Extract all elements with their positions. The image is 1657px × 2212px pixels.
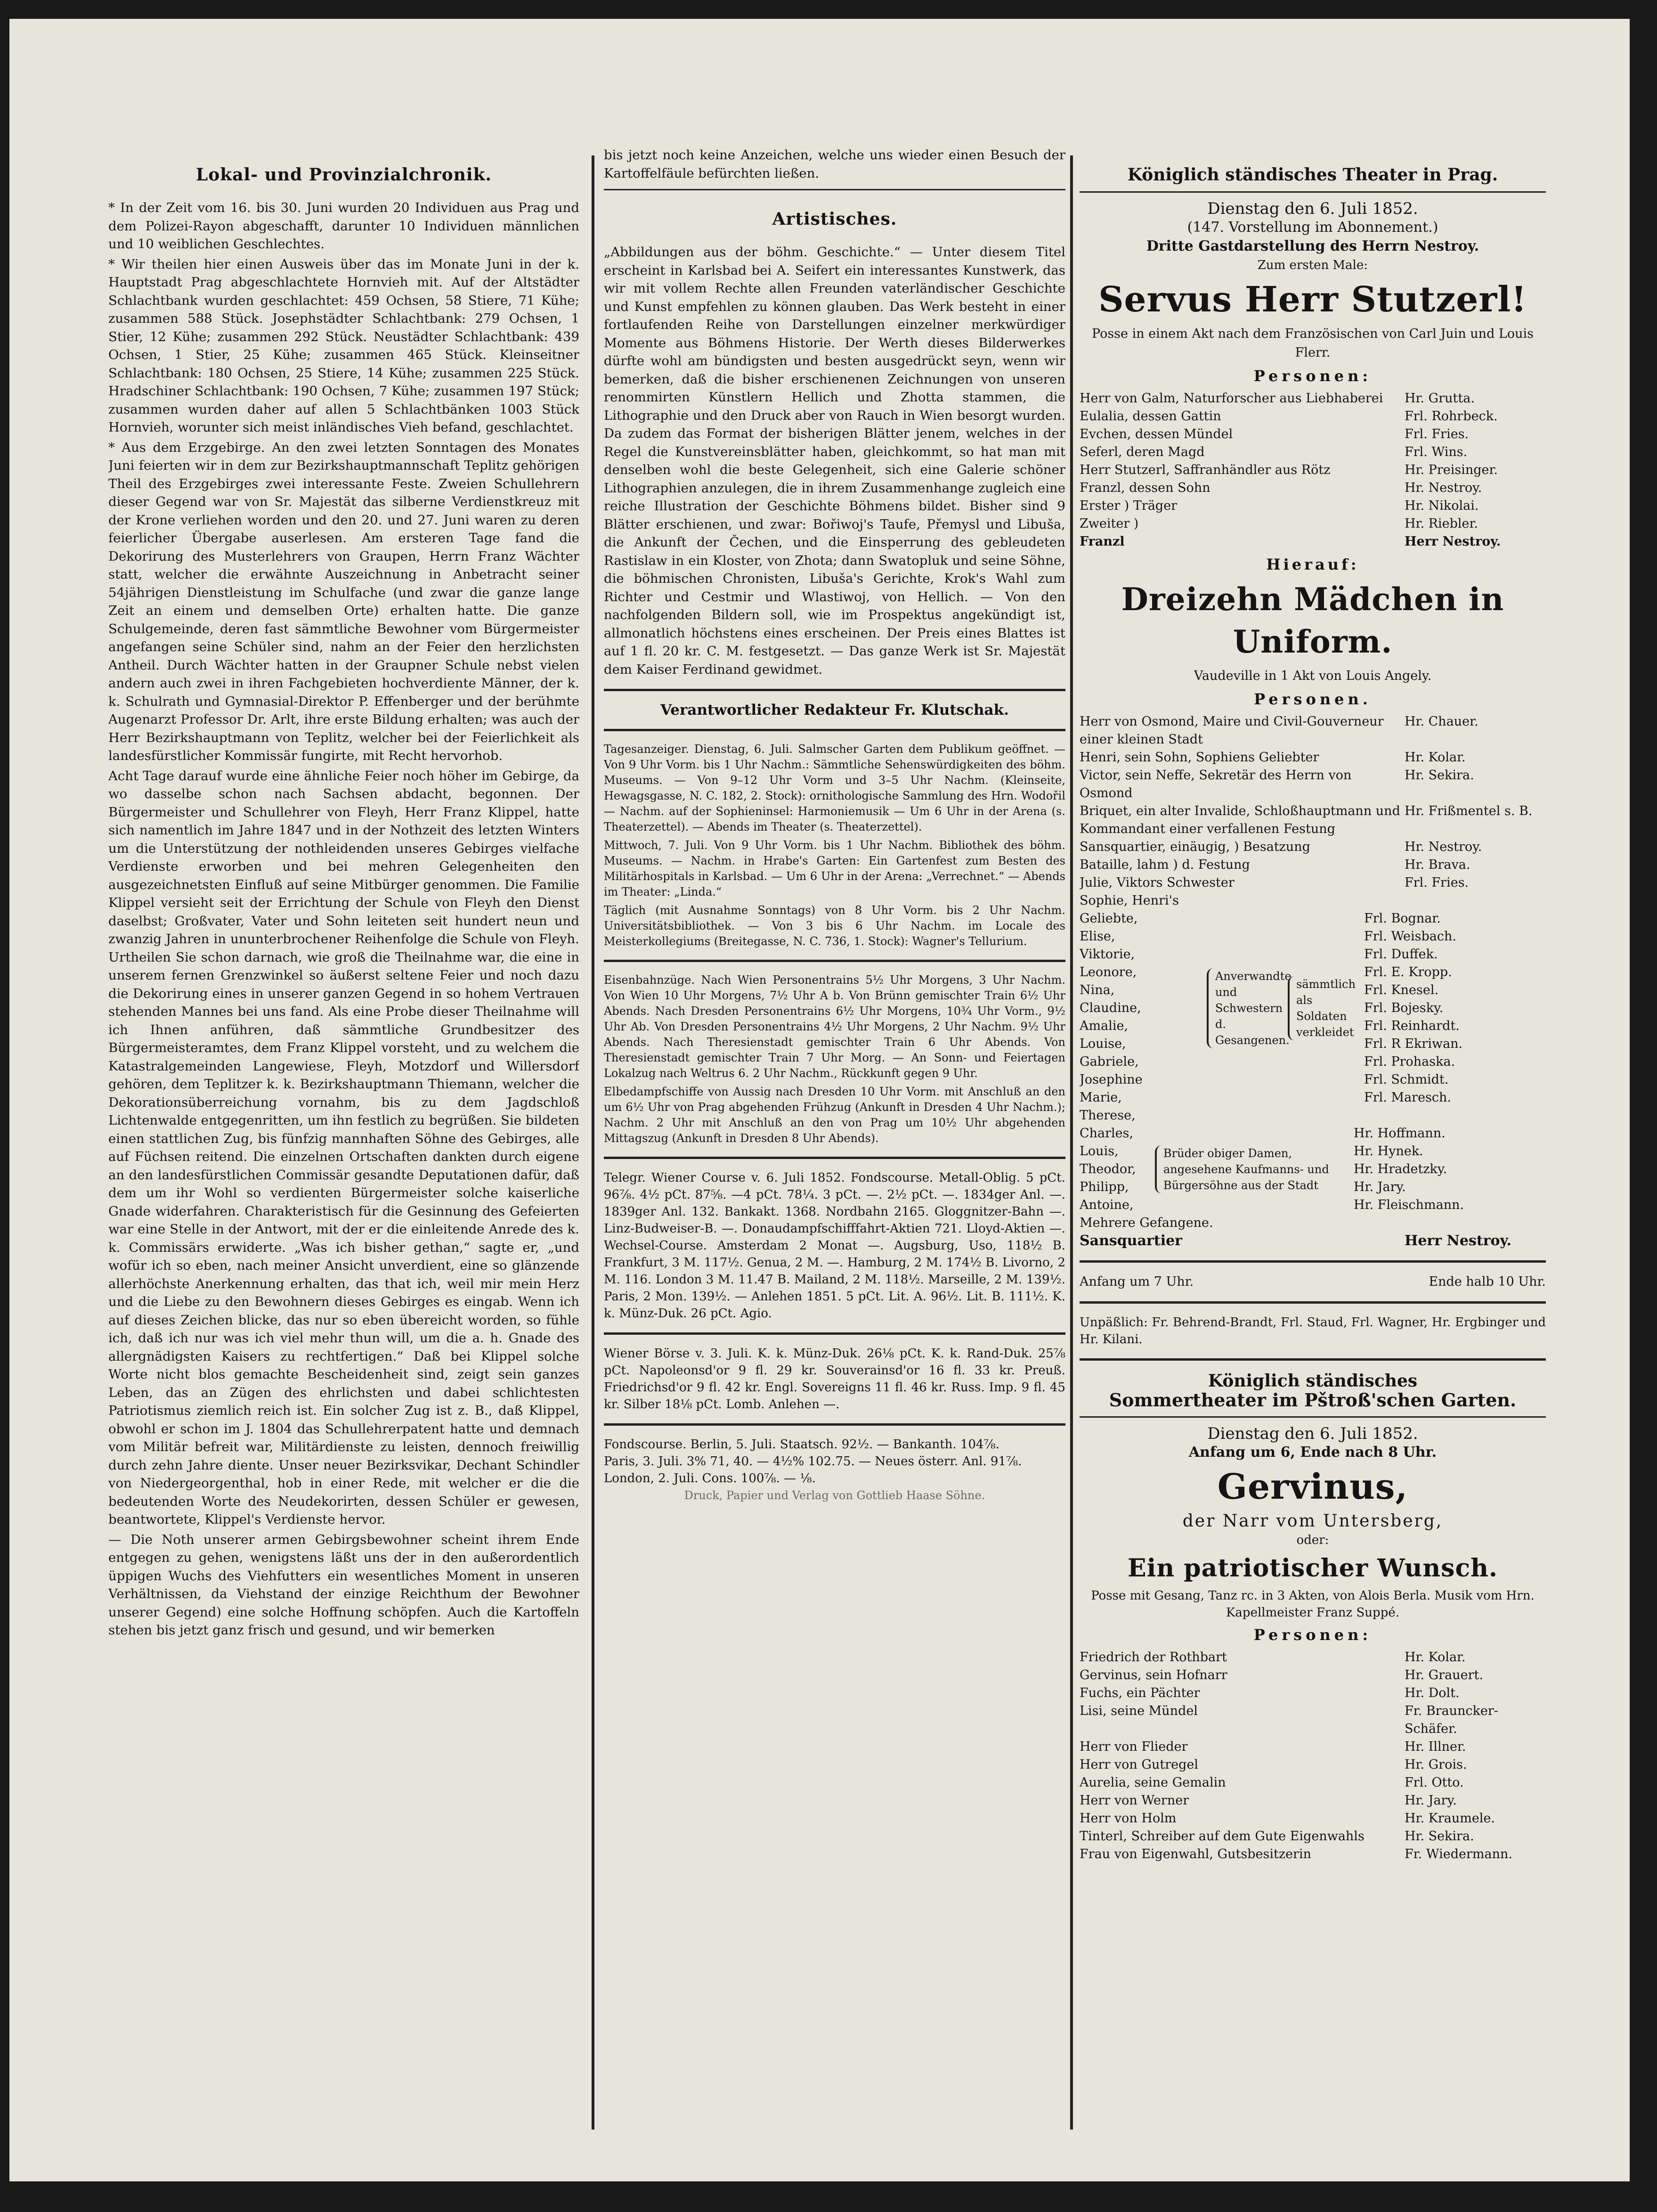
cast-row: Fuchs, ein Pächter Hr. Dolt.: [1080, 1686, 1460, 1700]
cast-row: Herr von Osmond, Maire und Civil-Gouverneur einer kleinen Stadt Hr. Chauer.: [1080, 714, 1478, 747]
column-middle: [604, 146, 1065, 1502]
abonnement-note: (147. Vorstellung im Abonnement.): [1187, 219, 1438, 236]
tagesanzeiger-entry: Mittwoch, 7. Juli. Von 9 Uhr Vorm. bis 1 Uhr Nachm. Bibliothek des böhm. Museums. — Nachm. in Hrabe's Garten: Ein Gartenfest zum Besten des Militärhospitals in Karlsbad. — Um 6 Uhr in der Arena: „Verrechnet.“ — Abends im Theater: „Linda.“: [604, 839, 1065, 898]
cast-row: Frau von Eigenwahl, Gutsbesitzerin Fr. Wiedermann.: [1080, 1847, 1512, 1861]
play-title: Servus Herr Stutzerl!: [1098, 279, 1527, 320]
eisenbahn-entry: Elbedampfschiffe von Aussig nach Dresden 10 Uhr Vorm. mit Anschluß an den um 6½ Uhr von Prag abgehenden Frühzug (Ankunft in Dresden 4 Uhr Nachm.); Nachm. 2 Uhr mit Anschluß an den von Prag um 10½ Uhr abgehenden Mittagszug (Ankunft in Dresden 8 Uhr Abends).: [604, 1085, 1065, 1145]
girls-brace: Anverwandte und Schwestern d. Gesangenen.: [1207, 968, 1288, 1048]
redakteur-line: Verantwortlicher Redakteur Fr. Klutschak.: [660, 702, 1009, 718]
play-subtitle: Vaudeville in 1 Akt von Louis Angely.: [1194, 669, 1432, 683]
theater-subtitle: Sommertheater im Pštroß'schen Garten.: [1109, 1389, 1517, 1411]
cast-row: Eulalia, dessen Gattin Frl. Rohrbeck.: [1080, 409, 1498, 424]
newspaper-page: [9, 19, 1630, 2181]
cast-row: Victor, sein Neffe, Sekretär des Herrn von Osmond Hr. Sekira.: [1080, 768, 1474, 800]
continuation-text: bis jetzt noch keine Anzeichen, welche uns wieder einen Besuch der Kartoffelfäule befürchten ließen.: [604, 147, 1065, 181]
divider: [604, 689, 1065, 691]
play-subtitle: der Narr vom Untersberg,: [1182, 1511, 1443, 1531]
cast-row: Friedrich der Rothbart Hr. Kolar.: [1080, 1650, 1466, 1665]
chronik-paragraph: * Wir theilen hier einen Ausweis über das im Monate Juni in der k. Hauptstadt Prag abgeschlachtete Hornvieh mit. Auf der Altstädter Schlachtbank wurden geschlachtet: 459 Ochsen, 58 Stiere, 71 Kühe; zusammen 588 Stück. Josephstädter Schlachtbank: 279 Ochsen, 1 Stier, 12 Kühe; zusammen 292 Stück. Neustädter Schlachtbank: 439 Ochsen, 1 Stier, 25 Kühe; zusammen 465 Stück. Kleinseitner Schlachtbank: 180 Ochsen, 25 Stiere, 14 Kühe; zusammen 225 Stück. Hradschiner Schlachtbank: 190 Ochsen, 7 Kühe; zusammen 197 Stück; zusammen wurden daher auf allen 5 Schlachtbänken 1003 Stück Hornvieh, worunter sich meist inländisches Vieh befand, geschlachtet.: [108, 256, 579, 435]
cast-list: [1080, 1649, 1546, 1863]
cast-row: Herr von Flieder Hr. Illner.: [1080, 1739, 1466, 1754]
cast-row: Tinterl, Schreiber auf dem Gute Eigenwahls Hr. Sekira.: [1080, 1829, 1474, 1844]
cast-row: Sansquartier Herr Nestroy.: [1080, 1233, 1511, 1249]
boys-group: [1080, 1125, 1546, 1214]
artistisches-paragraph: „Abbildungen aus der böhm. Geschichte.“ — Unter diesem Titel erscheint in Karlsbad bei A. Seifert ein interessantes Kunstwerk, das wir mit vollem Rechte allen Freunden vaterländischer Geschichte und Kunst empfehlen zu können glauben. Das Werk besteht in einer fortlaufenden Reihe von Darstellungen einzelner merkwürdiger Momente aus Böhmens Historie. Der Werth dieses Bilderwerkes dürfte wohl am bündigsten und besten ausgedrückt seyn, wenn wir bemerken, daß die bisher erschienenen Zeichnungen von unseren renommirten Künstlern Hellich und Zhotta stammen, die Lithographie und den Druck aber von Rauch in Wien besorgt wurden. Da zudem das Format der bisherigen Blätter jenem, welches in der Regel die Kunstvereinsblätter haben, gleichkommt, so hat man mit denselben wohl die beste Gelegenheit, sich eine Galerie schöner Lithographien anzulegen, die in ihrem Zusammenhange zugleich eine reiche Illustration der Geschichte Böhmens bildet. Bisher sind 9 Blätter erschienen, und zwar: Bořiwoj's Taufe, Přemysl und Libuša, die Ankunft der Čechen, und die Einsperrung des gebleudeten Rastislaw in ein Kloster, von Zhota; dann Swatopluk und seine Söhne, die böhmischen Chronisten, Libuša's Gerichte, Krok's Wahl zum Richter und Cestmir und Wlastiwoj, von Hellich. — Von den nachfolgenden Bildern soll, wie im Prospektus angekündigt ist, allmonatlich höchstens eines erscheinen. Der Preis eines Blattes ist auf 1 fl. 20 kr. C. M. festgesetzt. — Das ganze Werk ist Sr. Majestät dem Kaiser Ferdinand gewidmet.: [604, 245, 1065, 677]
chronik-paragraph: Acht Tage darauf wurde eine ähnliche Feier noch höher im Gebirge, da wo dasselbe schon nach Sachsen abdacht, begonnen. Der Bürgermeister und Schullehrer von Fleyh, Herr Franz Klippel, hatte sich namentlich im Jahre 1847 und in der Nothzeit des letzten Winters um die Unterstützung der nothleidenden unseres Gebirges vielfache Verdienste erworben und bei mehren Gelegenheiten den ausgezeichnetsten Einfluß auf seine Mitbürger genommen. Die Familie Klippel versieht seit der Errichtung der Schule von Fleyh den Dienst daselbst; Großvater, Vater und Sohn leiteten seit hundert neun und zwanzig Jahren in ununterbrochener Reihenfolge die Schule von Fleyh. Urtheilen Sie schon darnach, wie groß die Theilnahme war, die eine in unserem fernen Grenzwinkel so äußerst seltene Feier und noch dazu die Dekorirung eines in unserer ganzen Gegend in so hohem Vertrauen stehenden Mannes bei uns fand. Als eine Probe dieser Theilnahme will ich Ihnen anführen, daß sämmtliche Grundbesitzer des Bürgermeisteramtes, dem Franz Klippel vorsteht, und zu welchem die Katastralgemeinden Langewiese, Fleyh, Motzdorf und Willersdorf gehören, dem Teplitzer k. k. Bezirkshauptmann Thiemann, welcher die Dekorationsüberreichung vornahm, bis zu dem Jagdschloß Lichtenwalde entgegenritten, um ihn festlich zu begrüßen. Sie bildeten einen stattlichen Zug, bis fünfzig mannhaften Söhne des Gebirges, alle auf Füchsen reitend. Die einzelnen Ortschaften dankten durch eigene an den landesfürstlichen Commissär gesandte Deputationen dafür, daß dem um ihr Wohl so verdienten Bürgermeister solche kaiserliche Gnade widerfahren. Charakteristisch für die Gesinnung des Gefeierten war eine Stelle in der Antwort, mit der er die einleitende Anrede des k. k. Commissärs erwiderte. „Was ich bisher gethan,“ sagte er, „und wofür ich so eben, nach meiner Ansicht unverdient, eine so glänzende allerhöchste Anerkennung erhalten, das that ich, weil mir mein Herz und die Liebe zu den Bewohnern dieses Gebirges es eingab. Wenn ich auf dieses Zeichen blicke, das nur so eben übereicht worden, so fühle ich, daß ich nur was ich viel mehr thun will, um die a. h. Gnade des allergnädigsten Kaisers zu rechtfertigen.“ Daß bei Klippel solche Worte nicht blos gemachte Bescheidenheit sind, zeigt sein ganzes Leben, das an Zügen des ehrlichsten und dabei schlichtesten Patriotismus ziemlich reich ist. Ein solcher Zug ist z. B., daß Klippel, obwohl er schon im J. 1804 das Schullehrerpatent hatte und demnach vom Militär befreit war, Militärdienste zu leisten, dennoch freiwillig durch zehn Jahre diente. Unser neuer Bezirksvikar, Dechant Schindler von Niedergeorgenthal, hob in einer Rede, mit welcher er die die bedeutenden Worte des Neudekorirten, dessen Schüler er gewesen, beantwortete, Klippel's Verdienste hervor.: [108, 768, 579, 1527]
cast-row: Zweiter ) Hr. Riebler.: [1080, 516, 1478, 531]
cast-row: Erster ) Träger Hr. Nikolai.: [1080, 498, 1479, 513]
divider: [604, 1423, 1065, 1426]
divider: [1080, 191, 1546, 193]
play-title: Ein patriotischer Wunsch.: [1127, 1554, 1498, 1583]
guest-note: Dritte Gastdarstellung des Herrn Nestroy.: [1146, 238, 1479, 254]
wiener-boerse: Wiener Börse v. 3. Juli. K. k. Münz-Duk. 26⅛ pCt. K. k. Rand-Duk. 25⅞ pCt. Napoleonsd'or 9 fl. 29 kr. Souverainsd'or 16 fl. 33 kr. Preuß. Friedrichsd'or 9 fl. 42 kr. Engl. Sovereigns 11 fl. 46 kr. Russ. Imp. 9 fl. 45 kr. Silber 18⅛ pCt. Lomb. Anlehen —.: [604, 1347, 1065, 1412]
artistisches-heading: Artistisches.: [772, 209, 897, 229]
chronik-paragraph: * Aus dem Erzgebirge. An den zwei letzten Sonntagen des Monates Juni feierten wir in dem zur Bezirkshauptmannschaft Teplitz gehörigen Theil des Erzgebirges zwei interessante Feste. Zweien Schullehrern dieser Gegend war von Sr. Majestät das silberne Verdienstkreuz mit der Krone verliehen worden und den 20. und 27. Juni waren zu deren feierlicher Übergabe auserlesen. Am ersteren Tage fand die Dekorirung des Musterlehrers von Graupen, Herrn Franz Wächter statt, welcher die erwähnte Auszeichnung in Anbetracht seiner 54jährigen Dienstleistung im Schulfache (und zwar die ganze lange Zeit an einem und demselben Orte) erhalten hatte. Die ganze Schulgemeinde, deren fast sämmtliche Bewohner vom Bürgermeister angefangen seine Schüler sind, nahm an der Feier den herzlichsten Antheil. Durch Wächter hatten in der Graupner Schule nebst vielen andern auch zwei in ihren Fachgebieten hochverdiente Männer, der k. k. Schulrath und Gymnasial-Direktor P. Effenberger und der berühmte Augenarzt Professor Dr. Arlt, ihre erste Bildung erhalten; was auch der Herr Bezirkshauptmann von Teplitz, welcher bei der Feierlichkeit als landesfürstlicher Kommissär fungirte, mit Recht hervorhob.: [108, 440, 579, 763]
theater-title: Königlich ständisches Theater in Prag.: [1127, 165, 1498, 185]
girls-names: Sophie, Henri's Geliebte, Elise, Viktorie, Leonore, Nina, Claudine, Amalie, Louise, Gabriele, Josephine Marie, Therese,: [1080, 893, 1179, 1123]
cast-row: Evchen, dessen Mündel Frl. Fries.: [1080, 427, 1469, 441]
cast-row: Herr Stutzerl, Saffranhändler aus Rötz Hr. Preisinger.: [1080, 463, 1498, 477]
tagesanzeiger-entry: Täglich (mit Ausnahme Sonntags) von 8 Uhr Vorm. bis 2 Uhr Nachm. Universitätsbibliothek. — Von 3 bis 6 Uhr Nachm. im Locale des Meisterkollegiums (Breitegasse, N. C. 736, 1. Stock): Wagner's Tellurium.: [604, 904, 1065, 948]
chronik-paragraph: * In der Zeit vom 16. bis 30. Juni wurden 20 Individuen aus Prag und dem Polizei-Rayon abgeschafft, darunter 10 Individuen männlichen und 10 weiblichen Geschlechtes.: [108, 200, 579, 252]
divider: [604, 1157, 1065, 1159]
chronik-paragraph: — Die Noth unserer armen Gebirgsbewohner scheint ihrem Ende entgegen zu gehen, wenigstens läßt uns der in den außerordentlich üppigen Wuchs des Viehfutters ein wesentliches Moment in unseren Verhältnissen, da Viehstand der einzige Reichthum der Bewohner unserer Gegend) eine solche Hoffnung schöpfen. Auch die Kartoffeln stehen bis jetzt ganz frisch und gesund, und wir bemerken: [108, 1532, 579, 1638]
boys-brace: Brüder obiger Damen, angesehene Kaufmanns- und Bürgersöhne aus der Stadt: [1155, 1145, 1340, 1193]
play-title: Gervinus,: [1217, 1467, 1408, 1507]
cast-row: Seferl, deren Magd Frl. Wins.: [1080, 445, 1468, 459]
start-note: Anfang um 6, Ende nach 8 Uhr.: [1188, 1444, 1437, 1461]
hierauf-line: Hierauf:: [1266, 555, 1359, 573]
personen-heading: Personen:: [1253, 1626, 1372, 1644]
cast-row: Herr von Werner Hr. Jary.: [1080, 1793, 1457, 1808]
eisenbahn-entry: Eisenbahnzüge. Nach Wien Personentrains 5½ Uhr Morgens, 3 Uhr Nachm. Von Wien 10 Uhr Morgens, 7½ Uhr A b. Von Brünn gemischter Train 6½ Uhr Abends. Nach Dresden Personentrains 6½ Uhr Morgens, 10¾ Uhr Vorm., 9½ Uhr Ab. Von Dresden Personentrains 4½ Uhr Morgens, 2 Uhr Nachm. 9½ Uhr Abends. Nach Theresienstadt gemischter Train 6 Uhr Abends. Von Theresienstadt gemischter Train 7 Uhr Morg. — An Sonn- und Feiertagen Lokalzug nach Weltrus 6. 2 Uhr Nachm., Rückkunft gegen 9 Uhr.: [604, 973, 1065, 1080]
boys-actors: Hr. Hoffmann. Hr. Hynek. Hr. Hradetzky. Hr. Jary. Hr. Fleischmann.: [1354, 1126, 1464, 1212]
telegr-course: Telegr. Wiener Course v. 6. Juli 1852. Fondscourse. Metall-Oblig. 5 pCt. 96⅞. 4½ pCt. 87⅝. —4 pCt. 78¼. 3 pCt. —. 2½ pCt. —. 1834ger Anl. —. 1839ger Anl. 132. Bankakt. 1368. Nordbahn 2165. Gloggnitzer-Bahn —. Linz-Budweiser-B. —. Donaudampfschifffahrt-Aktien 721. Lloyd-Aktien —. Wechsel-Course. Amsterdam 2 Monat —. Augsburg, Uso, 118½ B. Frankfurt, 3 M. 117½. Genua, 2 M. —. Hamburg, 2 M. 174½ B. Livorno, 2 M. 116. London 3 M. 11.47 B. Mailand, 2 M. 118½. Marseille, 2 M. 139½. Paris, 2 Mon. 139½. — Anlehen 1851. 5 pCt. Lit. A. 96½. Lit. B. 111½. K. k. Münz-Duk. 26 pCt. Agio.: [604, 1171, 1065, 1321]
cast-row: Briquet, ein alter Invalide, Schloßhauptmann und Kommandant einer verfallenen Festung Hr. Frißmentel s. B.: [1080, 804, 1533, 836]
cast-list: [1080, 713, 1546, 892]
girls-brace-2: sämmtlich als Soldaten verkleidet: [1288, 976, 1355, 1040]
tagesanzeiger-entry: Tagesanzeiger. Dienstag, 6. Juli. Salmscher Garten dem Publikum geöffnet. — Von 9 Uhr Vorm. bis 1 Uhr Nachm.: Sämmtliche Sehenswürdigkeiten des böhm. Museums. — Von 9–12 Uhr Vorm und 3–5 Uhr Nachm. (Kleinseite, Hewagsgasse, N. C. 182, 2. Stock): ornithologische Sammlung des Hrn. Wodořil — Nachm. auf der Sophieninsel: Harmoniemusik — Um 6 Uhr in der Arena (s. Theaterzettel). — Abends im Theater (s. Theaterzettel).: [604, 743, 1065, 833]
performance-date: Dienstag den 6. Juli 1852.: [1207, 199, 1418, 218]
start-end-times: Anfang um 7 Uhr. Ende halb 10 Uhr.: [1080, 1274, 1546, 1289]
cast-row: Herr von Gutregel Hr. Grois.: [1080, 1757, 1467, 1772]
column-chronik: [108, 146, 579, 1641]
girls-actors: Frl. Bognar. Frl. Weisbach. Frl. Duffek. Frl. E. Kropp. Frl. Knesel. Frl. Bojesky. Frl. Reinhardt. Frl. R Ekriwan. Frl. Prohaska. Frl. Schmidt. Frl. Maresch.: [1364, 911, 1463, 1105]
divider: [1080, 1260, 1546, 1263]
chronik-heading: Lokal- und Provinzialchronik.: [195, 165, 492, 185]
printer-footer: Druck, Papier und Verlag von Gottlieb Haase Söhne.: [684, 1489, 985, 1502]
play-title: Dreizehn Mädchen in Uniform.: [1121, 581, 1504, 660]
cast-row: Franzl Herr Nestroy.: [1080, 534, 1501, 549]
oder-line: oder:: [1296, 1533, 1329, 1547]
cast-row: Julie, Viktors Schwester Frl. Fries.: [1080, 875, 1469, 890]
cast-row: Lisi, seine Mündel Fr. Brauncker-Schäfer.: [1080, 1704, 1498, 1736]
performance-date: Dienstag den 6. Juli 1852.: [1207, 1424, 1418, 1443]
divider: [604, 960, 1065, 962]
divider: [1080, 1301, 1546, 1304]
cast-row: Bataille, lahm ) d. Festung Hr. Brava.: [1080, 857, 1470, 872]
cast-row: Herr von Holm Hr. Kraumele.: [1080, 1811, 1495, 1826]
column-rule-2: [1070, 155, 1073, 2130]
boys-names: Charles, Louis, Theodor, Philipp, Antoine,: [1080, 1126, 1136, 1212]
divider: [1080, 1358, 1546, 1361]
girls-group: [1080, 892, 1546, 1125]
fondscourse-entry: Paris, 3. Juli. 3% 71, 40. — 4½% 102.75. — Neues österr. Anl. 91⅞.: [604, 1454, 1022, 1469]
fondscourse-entry: Fondscourse. Berlin, 5. Juli. Staatsch. 92½. — Bankanth. 104⅞.: [604, 1437, 1000, 1452]
first-time-note: Zum ersten Male:: [1257, 258, 1368, 272]
divider: [604, 1332, 1065, 1335]
column-theater: [1080, 146, 1546, 1863]
cast-row: Franzl, dessen Sohn Hr. Nestroy.: [1080, 481, 1482, 495]
mehrere-gefangene: Mehrere Gefangene.: [1080, 1216, 1213, 1230]
column-rule-1: [592, 155, 594, 2130]
cast-row: Henri, sein Sohn, Sophiens Geliebter Hr. Kolar.: [1080, 750, 1466, 765]
cast-list: [1080, 390, 1546, 551]
divider: [604, 189, 1065, 190]
cast-row: Aurelia, seine Gemalin Frl. Otto.: [1080, 1775, 1464, 1790]
cast-row: Herr von Galm, Naturforscher aus Liebhaberei Hr. Grutta.: [1080, 391, 1475, 406]
play-subtitle: Posse in einem Akt nach dem Französischen von Carl Juin und Louis Flerr.: [1092, 326, 1534, 360]
personen-heading: Personen:: [1253, 367, 1372, 385]
divider: [1080, 1416, 1546, 1418]
cast-row: Gervinus, sein Hofnarr Hr. Grauert.: [1080, 1668, 1483, 1682]
personen-heading: Personen.: [1254, 690, 1372, 708]
cast-row: Sansquartier, einäugig, ) Besatzung Hr. Nestroy.: [1080, 840, 1482, 854]
play-subtitle: Posse mit Gesang, Tanz rc. in 3 Akten, von Alois Berla. Musik vom Hrn. Kapellmeister Franz Suppé.: [1091, 1589, 1535, 1620]
divider: [604, 729, 1065, 731]
unpaesslich-note: Unpäßlich: Fr. Behrend-Brandt, Frl. Staud, Frl. Wagner, Hr. Ergbinger und Hr. Kilani.: [1080, 1315, 1546, 1347]
theater-title: Königlich ständisches: [1208, 1371, 1418, 1391]
fondscourse-entry: London, 2. Juli. Cons. 100⅞. — ⅛.: [604, 1471, 816, 1486]
